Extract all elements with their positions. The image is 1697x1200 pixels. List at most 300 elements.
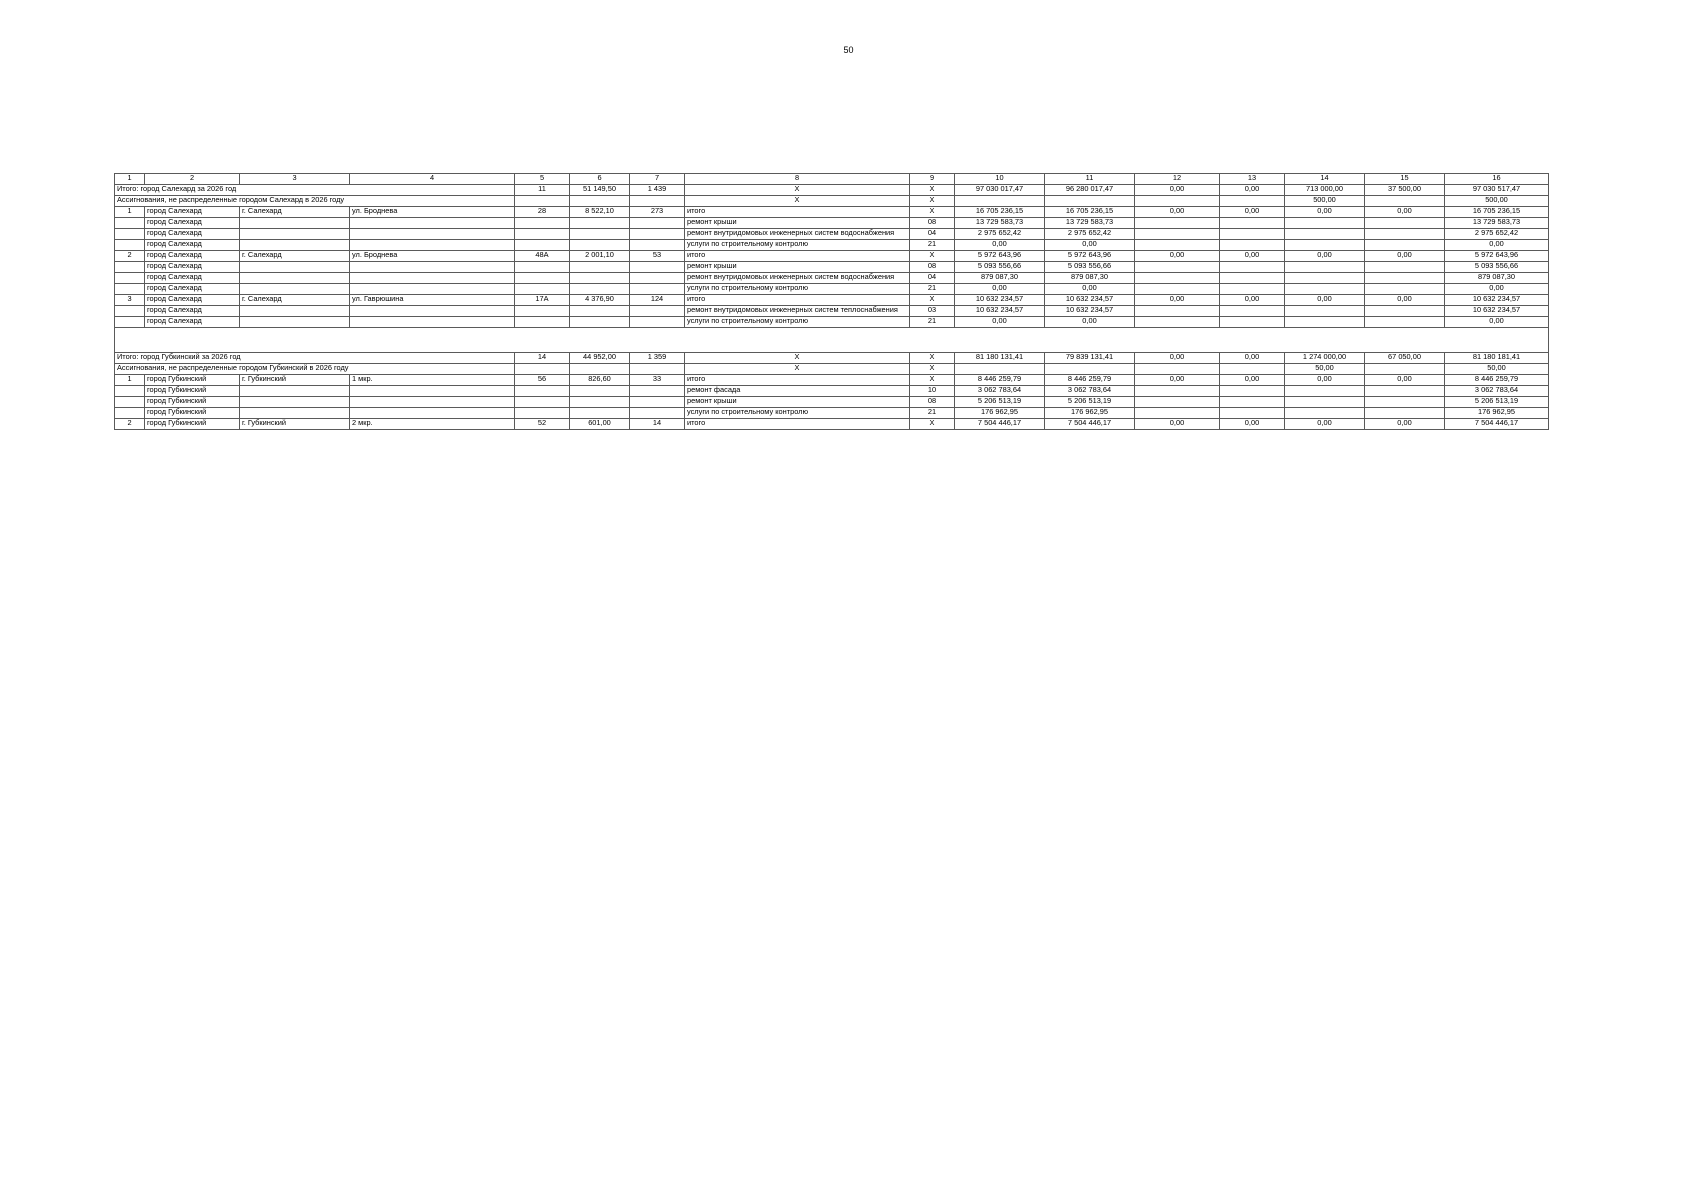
table-cell: 2 мкр. [350,419,515,430]
table-cell: услуги по строительному контролю [685,408,910,419]
table-cell [350,386,515,397]
table-cell [1135,284,1220,295]
table-cell: 273 [630,207,685,218]
table-cell [1135,240,1220,251]
table-cell: г. Салехард [240,207,350,218]
capital-repair-register-table [114,173,1549,430]
table-cell [240,262,350,273]
table-cell: 5 206 513,19 [1045,397,1135,408]
table-cell [570,397,630,408]
table-cell [240,306,350,317]
column-number: 9 [910,174,955,185]
table-cell: 08 [910,397,955,408]
table-cell: 0,00 [1285,419,1365,430]
table-cell [1220,284,1285,295]
table-cell: город Салехард [145,273,240,284]
table-cell: 3 062 783,64 [1045,386,1135,397]
table-cell [570,317,630,328]
table-cell [115,284,145,295]
table-cell [1220,229,1285,240]
table-cell [350,240,515,251]
table-cell: 0,00 [955,284,1045,295]
table-cell [240,386,350,397]
table-cell [240,317,350,328]
table-cell [115,386,145,397]
table-cell: 37 500,00 [1365,185,1445,196]
table-cell: 0,00 [1365,375,1445,386]
table-cell: X [910,353,955,364]
table-cell [1220,317,1285,328]
table-cell: 5 093 556,66 [1445,262,1549,273]
table-cell [240,218,350,229]
table-cell: 713 000,00 [1285,185,1365,196]
table-cell [1135,273,1220,284]
table-cell: 0,00 [1135,185,1220,196]
table-cell: город Губкинский [145,408,240,419]
table-cell: 0,00 [1285,375,1365,386]
table-cell: 0,00 [1220,251,1285,262]
table-cell: итого [685,295,910,306]
table-cell: услуги по строительному контролю [685,284,910,295]
table-cell [350,317,515,328]
table-cell [1365,240,1445,251]
table-cell: 2 975 652,42 [1445,229,1549,240]
table-cell: 5 972 643,96 [1045,251,1135,262]
table-cell: 8 446 259,79 [955,375,1045,386]
table-cell [1135,317,1220,328]
table-cell [955,364,1045,375]
table-cell: город Салехард [145,218,240,229]
table-cell: ремонт внутридомовых инженерных систем водоснабжения [685,229,910,240]
table-cell [1135,196,1220,207]
table-cell: 3 062 783,64 [955,386,1045,397]
table-cell [1045,196,1135,207]
table-cell: итого [685,419,910,430]
table-cell: 0,00 [1135,419,1220,430]
column-number: 10 [955,174,1045,185]
table-cell: 10 632 234,57 [955,306,1045,317]
table-cell [570,386,630,397]
table-cell [570,262,630,273]
table-cell: 0,00 [1135,375,1220,386]
city-total-row [115,353,1549,364]
table-cell [115,229,145,240]
table-cell: г. Губкинский [240,419,350,430]
table-cell [1285,218,1365,229]
table-row [115,251,1549,262]
table-cell: 16 705 236,15 [955,207,1045,218]
table-cell [1220,218,1285,229]
table-cell: 8 446 259,79 [1045,375,1135,386]
table-cell [350,284,515,295]
table-cell: 5 206 513,19 [955,397,1045,408]
table-cell: 2 975 652,42 [1045,229,1135,240]
table-cell [240,273,350,284]
table-cell: город Салехард [145,306,240,317]
unallocated-row [115,364,1549,375]
table-cell [630,408,685,419]
table-cell: ремонт внутридомовых инженерных систем теплоснабжения [685,306,910,317]
table-cell [1045,364,1135,375]
table-cell [515,240,570,251]
table-cell: 50,00 [1285,364,1365,375]
table-cell: Ассигнования, не распределенные городом Салехард в 2026 году [115,196,515,207]
table-cell: Итого: город Губкинский за 2026 год [115,353,515,364]
table-cell [515,364,570,375]
table-cell: 0,00 [1220,185,1285,196]
table-row [115,240,1549,251]
column-number: 12 [1135,174,1220,185]
table-cell [630,229,685,240]
table-cell: 500,00 [1445,196,1549,207]
table-cell [1135,386,1220,397]
column-number: 7 [630,174,685,185]
table-row [115,295,1549,306]
table-cell [1220,262,1285,273]
table-cell: 0,00 [1220,207,1285,218]
table-cell: ул. Броднева [350,251,515,262]
table-cell [1365,218,1445,229]
table-cell [1285,317,1365,328]
table-cell [350,262,515,273]
table-cell: 10 632 234,57 [1445,295,1549,306]
table-cell: г. Губкинский [240,375,350,386]
table-cell: X [910,375,955,386]
table-cell [1135,364,1220,375]
table-cell: город Салехард [145,229,240,240]
table-row [115,273,1549,284]
table-cell: 1 359 [630,353,685,364]
table-cell: город Салехард [145,240,240,251]
table-cell: 10 632 234,57 [1045,295,1135,306]
table-cell: 2 975 652,42 [955,229,1045,240]
salekhard-section [115,185,1549,328]
table-cell: 3 062 783,64 [1445,386,1549,397]
table-cell [630,240,685,251]
table-cell: Итого: город Салехард за 2026 год [115,185,515,196]
table-cell: услуги по строительному контролю [685,240,910,251]
table-cell: 10 632 234,57 [1445,306,1549,317]
table-cell [1365,317,1445,328]
table-cell [630,397,685,408]
table-cell: 21 [910,408,955,419]
table-cell: г. Салехард [240,295,350,306]
table-cell [515,397,570,408]
table-cell: город Губкинский [145,375,240,386]
table-cell: 826,60 [570,375,630,386]
table-cell: 5 972 643,96 [955,251,1045,262]
table-cell: 8 522,10 [570,207,630,218]
unallocated-row [115,196,1549,207]
table-cell: 7 504 446,17 [1045,419,1135,430]
table-row [115,262,1549,273]
table-cell: ул. Броднева [350,207,515,218]
table-cell [570,273,630,284]
table-cell: 17А [515,295,570,306]
column-number: 2 [145,174,240,185]
table-cell [1285,229,1365,240]
table-cell: X [910,185,955,196]
table-cell: 0,00 [955,240,1045,251]
table-cell: итого [685,251,910,262]
table-cell [240,397,350,408]
table-cell: 0,00 [1365,295,1445,306]
table-cell: 0,00 [1445,284,1549,295]
table-cell: 0,00 [1220,295,1285,306]
column-number: 15 [1365,174,1445,185]
table-cell: X [685,353,910,364]
table-cell: 81 180 181,41 [1445,353,1549,364]
table-cell: 0,00 [1220,375,1285,386]
table-cell: 16 705 236,15 [1045,207,1135,218]
table-cell: 1 274 000,00 [1285,353,1365,364]
table-cell [240,284,350,295]
table-cell [570,306,630,317]
table-cell: 0,00 [1135,353,1220,364]
table-cell: 10 [910,386,955,397]
table-cell: 0,00 [1135,207,1220,218]
table-cell [1135,397,1220,408]
column-number: 16 [1445,174,1549,185]
table-cell [570,196,630,207]
table-cell: город Губкинский [145,419,240,430]
table-cell: 96 280 017,47 [1045,185,1135,196]
table-cell: X [910,251,955,262]
table-cell: 21 [910,317,955,328]
table-cell: 97 030 517,47 [1445,185,1549,196]
table-cell [630,317,685,328]
table-cell [1365,273,1445,284]
table-cell: 14 [515,353,570,364]
table-row [115,386,1549,397]
column-number: 3 [240,174,350,185]
table-cell [1220,273,1285,284]
table-cell: 879 087,30 [1445,273,1549,284]
table-cell: 1 [115,207,145,218]
table-cell [240,229,350,240]
table-row [115,419,1549,430]
table-cell [630,364,685,375]
table-cell [570,229,630,240]
table-cell [1285,284,1365,295]
table-cell [1365,397,1445,408]
table-cell [115,397,145,408]
table-cell: 21 [910,284,955,295]
table-cell [115,240,145,251]
table-cell: 0,00 [955,317,1045,328]
table-cell: город Губкинский [145,397,240,408]
table-cell [1285,306,1365,317]
table-cell: 879 087,30 [955,273,1045,284]
table-cell: X [910,207,955,218]
table-cell [1365,284,1445,295]
table-cell: 2 001,10 [570,251,630,262]
table-cell: 51 149,50 [570,185,630,196]
table-cell: 0,00 [1135,295,1220,306]
table-cell [1285,408,1365,419]
table-cell: город Салехард [145,262,240,273]
table-cell: 10 632 234,57 [955,295,1045,306]
table-cell [1135,262,1220,273]
table-cell: 879 087,30 [1045,273,1135,284]
table-cell: город Салехард [145,207,240,218]
table-cell: 7 504 446,17 [1445,419,1549,430]
table-cell [515,218,570,229]
table-cell [1365,262,1445,273]
table-cell: 03 [910,306,955,317]
table-cell: 67 050,00 [1365,353,1445,364]
table-cell: 176 962,95 [1045,408,1135,419]
table-cell [515,408,570,419]
table-cell [1285,386,1365,397]
table-cell: 04 [910,229,955,240]
table-cell: 176 962,95 [955,408,1045,419]
table-cell: 5 093 556,66 [955,262,1045,273]
table-cell [515,284,570,295]
table-cell [1285,397,1365,408]
table-cell [630,386,685,397]
table-cell [350,306,515,317]
table-cell: 0,00 [1365,251,1445,262]
column-number: 1 [115,174,145,185]
table-cell: X [910,196,955,207]
table-cell: X [685,185,910,196]
table-cell [570,408,630,419]
table-cell [350,229,515,240]
table-cell: 1 мкр. [350,375,515,386]
table-cell [1220,364,1285,375]
column-number: 14 [1285,174,1365,185]
table-row [115,207,1549,218]
table-cell [1365,196,1445,207]
table-cell: 2 [115,419,145,430]
column-number: 6 [570,174,630,185]
table-cell: 08 [910,218,955,229]
table-cell: 53 [630,251,685,262]
city-total-row [115,185,1549,196]
table-cell [570,284,630,295]
column-number: 13 [1220,174,1285,185]
table-cell [1135,229,1220,240]
table-row [115,375,1549,386]
table-cell [1365,364,1445,375]
table-cell [240,240,350,251]
table-cell: город Салехард [145,295,240,306]
table-cell [515,317,570,328]
table-cell: 1 439 [630,185,685,196]
table-cell: 5 972 643,96 [1445,251,1549,262]
table-cell: 7 504 446,17 [955,419,1045,430]
table-cell: ремонт крыши [685,262,910,273]
table-cell: 1 [115,375,145,386]
table-cell [1365,386,1445,397]
table-cell: 0,00 [1045,317,1135,328]
table-cell: 124 [630,295,685,306]
table-cell [1220,408,1285,419]
table-cell [515,229,570,240]
table-cell [1220,240,1285,251]
table-cell: итого [685,207,910,218]
table-cell: 28 [515,207,570,218]
table-cell [350,218,515,229]
table-gap [115,328,1549,353]
table-cell [570,240,630,251]
table-cell [630,218,685,229]
table-cell [515,262,570,273]
table-cell: 0,00 [1365,419,1445,430]
column-number: 8 [685,174,910,185]
table-cell [115,218,145,229]
table-cell: 0,00 [1220,353,1285,364]
table-cell: 48А [515,251,570,262]
table-cell [1220,196,1285,207]
table-cell [115,273,145,284]
table-cell: город Губкинский [145,386,240,397]
table-cell: 04 [910,273,955,284]
table-cell: 79 839 131,41 [1045,353,1135,364]
table-cell: 2 [115,251,145,262]
table-cell: ул. Гаврюшина [350,295,515,306]
table-cell: X [910,419,955,430]
table-cell [1135,306,1220,317]
column-number-row [115,174,1549,185]
table-cell: 5 093 556,66 [1045,262,1135,273]
table-cell: итого [685,375,910,386]
table-cell [570,364,630,375]
table-cell [1365,306,1445,317]
table-cell [630,306,685,317]
table-cell: X [685,364,910,375]
table-cell: 0,00 [1285,251,1365,262]
table-cell [1285,240,1365,251]
table-cell [1285,262,1365,273]
table-cell: 21 [910,240,955,251]
table-cell: 13 729 583,73 [955,218,1045,229]
table-cell [515,386,570,397]
table-cell [1365,408,1445,419]
table-cell: 0,00 [1220,419,1285,430]
table-row [115,397,1549,408]
table-cell: 0,00 [1285,207,1365,218]
table-cell: Ассигнования, не распределенные городом Губкинский в 2026 году [115,364,515,375]
table-cell [115,408,145,419]
table-cell [1220,306,1285,317]
table-cell: ремонт крыши [685,218,910,229]
table-cell [115,306,145,317]
table-cell: 3 [115,295,145,306]
table-row [115,408,1549,419]
table-cell [515,273,570,284]
table-cell: 0,00 [1285,295,1365,306]
table-cell: 0,00 [1445,317,1549,328]
table-cell: город Салехард [145,251,240,262]
table-cell: 176 962,95 [1445,408,1549,419]
table-cell [570,218,630,229]
table-cell: 601,00 [570,419,630,430]
page-number: 50 [843,45,854,55]
table-cell [1220,386,1285,397]
table-row [115,306,1549,317]
table-cell: 5 206 513,19 [1445,397,1549,408]
column-number: 4 [350,174,515,185]
table-cell: 0,00 [1365,207,1445,218]
table-cell: 56 [515,375,570,386]
table-cell: 52 [515,419,570,430]
table-cell: 81 180 131,41 [955,353,1045,364]
table-cell [115,317,145,328]
table-cell: ремонт крыши [685,397,910,408]
table-cell [630,262,685,273]
